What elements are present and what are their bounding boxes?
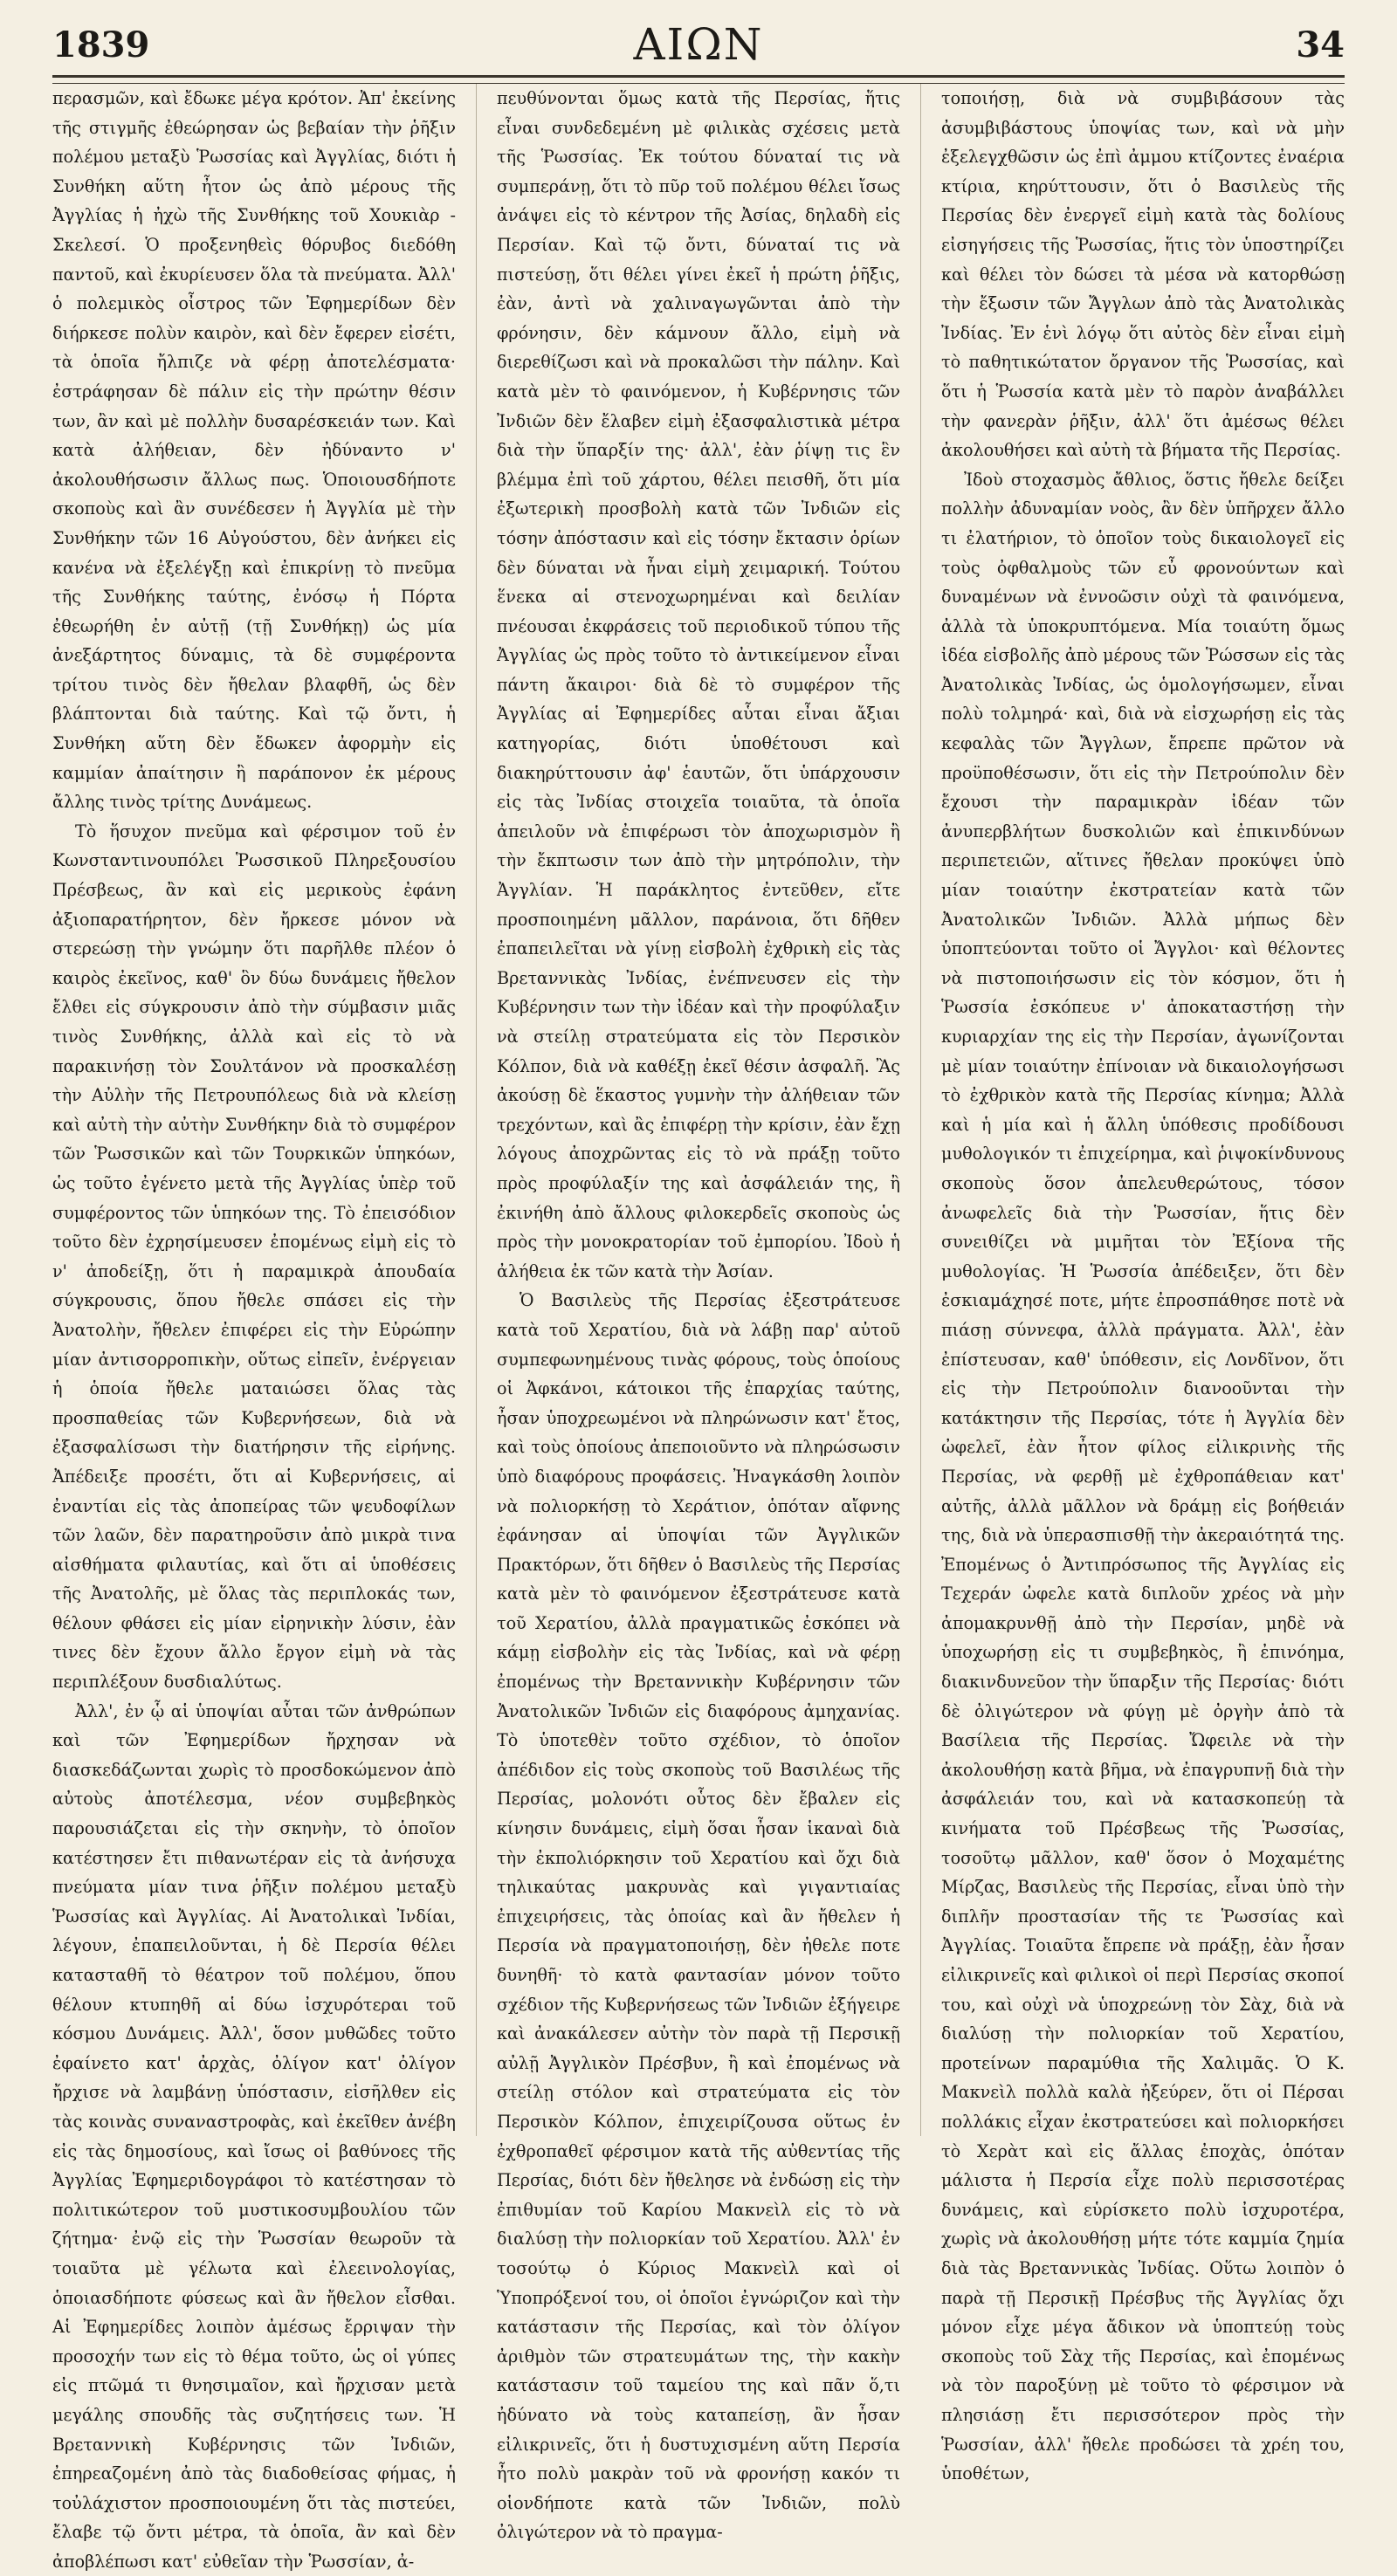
masthead-rule	[52, 75, 1345, 84]
column-left	[52, 84, 456, 2572]
column-middle	[497, 84, 900, 2543]
text-columns	[52, 84, 1345, 2572]
column-right	[941, 84, 1345, 2484]
column-divider	[476, 84, 477, 2136]
article-paragraph: Ἀλλ', ἐν ᾧ αἱ ὑποψίαι αὗται τῶν ἀνθρώπων καὶ τῶν Ἐφημερίδων ἤρχησαν νὰ διασκεδάζωνται χωρὶς τὸ προσδοκώμενον ἀπὸ αὐτοὺς ἀποτέλεσμα, νέον συμβεβηκὸς παρουσιάζεται εἰς τὴν σκηνὴν, τὸ ὁποῖον κατέστησεν ἔτι πιθανωτέραν εἰς τὰ ἀνήσυχα πνεύματα μίαν τινα ῥῆξιν πολέμου μεταξὺ Ῥωσσίας καὶ Ἀγγλίας. Αἱ Ἀνατολικαὶ Ἰνδίαι, λέγουν, ἐπαπειλοῦνται, ἡ δὲ Περσία θέλει κατασταθῆ τὸ θέατρον τοῦ πολέμου, ὅπου θέλουν κτυπηθῆ αἱ δύω ἰσχυρότεραι τοῦ κόσμου Δυνάμεις. Ἀλλ', ὅσον μυθῶδες τοῦτο ἐφαίνετο κατ' ἀρχὰς, ὀλίγον κατ' ὀλίγον ἤρχισε νὰ λαμβάνῃ ὑπόστασιν, εἰσῆλθεν εἰς τὰς κοινὰς συναναστροφὰς, καὶ ἐκεῖθεν ἀνέβη εἰς τὰς δημοσίους, καὶ ἴσως οἱ βαθύνοες τῆς Ἀγγλίας Ἐφημεριδογράφοι τὸ κατέστησαν τὸ πολιτικώτερον τοῦ μυστικοσυμβουλίου τῶν ζήτημα· ἐνῷ εἰς τὴν Ῥωσσίαν θεωροῦν τὰ τοιαῦτα μὲ γέλωτα καὶ ἐλεεινολογίας, ὁποιασδήποτε φύσεως καὶ ἂν ἤθελον εἶσθαι. Αἱ Ἐφημερίδες λοιπὸν ἀμέσως ἔρριψαν τὴν προσοχήν των εἰς τὸ θέμα τοῦτο, ὡς οἱ γύπες εἰς πτῶμά τι θνησιμαῖον, καὶ ἤρχισαν μετὰ μεγάλης σπουδῆς τὰς συζητήσεις των. Ἡ Βρεταννικὴ Κυβέρνησις τῶν Ἰνδιῶν, ἐπηρεαζομένη ἀπὸ τὰς διαδοθείσας φήμας, ἡ τοὐλάχιστον προσποιουμένη ὅτι τὰς πιστεύει, ἔλαβε τῷ ὄντι μέτρα, τὰ ὁποῖα, ἂν καὶ δὲν ἀποβλέπωσι κατ' εὐθεῖαν τὴν Ῥωσσίαν, ἀ-	[52, 1700, 456, 2572]
article-paragraph: Ὁ Βασιλεὺς τῆς Περσίας ἐξεστράτευσε κατὰ τοῦ Χερατίου, διὰ νὰ λάβῃ παρ' αὐτοῦ συμπεφωνημένους τινὰς φόρους, τοὺς ὁποίους οἱ Ἀφκάνοι, κάτοικοι τῆς ἐπαρχίας ταύτης, ἦσαν ὑποχρεωμένοι νὰ πληρώνωσιν κατ' ἔτος, καὶ τοὺς ὁποίους ἀπεποιοῦντο νὰ πληρώσωσιν ὑπὸ διαφόρους προφάσεις. Ἠναγκάσθη λοιπὸν νὰ πολιορκήσῃ τὸ Χεράτιον, ὁπόταν αἴφνης ἐφάνησαν αἱ ὑποψίαι τῶν Ἀγγλικῶν Πρακτόρων, ὅτι δῆθεν ὁ Βασιλεὺς τῆς Περσίας κατὰ μὲν τὸ φαινόμενον ἐξεστράτευσε κατὰ τοῦ Χερατίου, ἀλλὰ πραγματικῶς ἐσκόπει νὰ κάμῃ εἰσβολὴν εἰς τὰς Ἰνδίας, καὶ νὰ φέρῃ ἐπομένως τὴν Βρεταννικὴν Κυβέρνησιν τῶν Ἀνατολικῶν Ἰνδιῶν εἰς διαφόρους ἀμηχανίας. Τὸ ὑποτεθὲν τοῦτο σχέδιον, τὸ ὁποῖον ἀπέδιδον εἰς τοὺς σκοποὺς τοῦ Βασιλέως τῆς Περσίας, μολονότι οὗτος δὲν ἔβαλεν εἰς κίνησιν δυνάμεις, εἰμὴ ὅσαι ἦσαν ἱκαναὶ διὰ τὴν ἐκπολιόρκησιν τοῦ Χερατίου καὶ ὄχι διὰ τηλικαύτας μακρυνὰς καὶ γιγαντιαίας ἐπιχειρήσεις, τὰς ὁποίας καὶ ἂν ἤθελεν ἡ Περσία νὰ πραγματοποιήσῃ, δὲν ἠθελε ποτε δυνηθῆ· τὸ κατὰ φαντασίαν μόνον τοῦτο σχέδιον τῆς Κυβερνήσεως τῶν Ἰνδιῶν ἐξήγειρε καὶ ἀνακάλεσεν αὐτὴν τὸν παρὰ τῇ Περσικῇ αὐλῇ Ἀγγλικὸν Πρέσβυν, ἢ καὶ ἐπομένως νὰ στείλῃ στόλον καὶ στρατεύματα εἰς τὸν Περσικὸν Κόλπον, ἐπιχειρίζουσα οὕτως ἐν ἐχθροπαθεῖ φέρσιμον κατὰ τῆς αὐθεντίας τῆς Περσίας, διότι δὲν ἤθελησε νὰ ἐνδώσῃ εἰς τὴν ἐπιθυμίαν τοῦ Καρίου Μακνεὶλ εἰς τὸ νὰ διαλύσῃ τὴν πολιορκίαν τοῦ Χερατίου. Ἀλλ' ἐν τοσούτῳ ὁ Κύριος Μακνεὶλ καὶ οἱ Ὑποπρόξενοί του, οἱ ὁποῖοι ἐγνώριζον καὶ τὴν κατάστασιν τῆς Περσίας, καὶ τὸν ὀλίγον ἀριθμὸν τῶν στρατευμάτων της, τὴν κακὴν κατάστασιν τοῦ ταμείου της καὶ πᾶν ὅ,τι ἠδύνατο νὰ τοὺς καταπείσῃ, ἂν ἦσαν εἰλικρινεῖς, ὅτι ἡ δυστυχισμένη αὕτη Περσία ἦτο πολὺ μακρὰν τοῦ νὰ φρονήσῃ κακόν τι οἱονδήποτε κατὰ τῶν Ἰνδιῶν, πολὺ ὀλιγώτερον νὰ τὸ πραγμα-	[497, 1290, 900, 2543]
article-paragraph: Τὸ ἥσυχον πνεῦμα καὶ φέρσιμον τοῦ ἐν Κωνσταντινουπόλει Ῥωσσικοῦ Πληρεξουσίου Πρέσβεως, ἂν καὶ εἰς μερικοὺς ἐφάνη ἀξιοπαρατήρητον, δὲν ἤρκεσε μόνον νὰ στερεώσῃ τὴν γνώμην ὅτι παρῆλθε πλέον ὁ καιρὸς ἐκεῖνος, καθ' ὃν δύω δυνάμεις ἤθελον ἔλθει εἰς σύγκρουσιν ἀπὸ τὴν σύμβασιν μιᾶς τινὸς Συνθήκης, ἀλλὰ καὶ εἰς τὸ νὰ παρακινήσῃ τὸν Σουλτάνον νὰ προσκαλέσῃ τὴν Αὐλὴν τῆς Πετρουπόλεως διὰ νὰ κλείσῃ καὶ αὐτὴ τὴν αὐτὴν Συνθήκην διὰ τὸ συμφέρον τῶν Ῥωσσικῶν καὶ τῶν Τουρκικῶν ὑπηκόων, ὡς τοῦτο ἐγένετο μετὰ τῆς Ἀγγλίας ὑπὲρ τοῦ συμφέροντος τῶν ὑπηκόων της. Τὸ ἐπεισόδιον τοῦτο δὲν ἐχρησίμευσεν ἐπομένως εἰμὴ εἰς τὸ ν' ἀποδείξῃ, ὅτι ἡ παραμικρὰ ἀπουδαία σύγκρουσις, ὅπου ἤθελε σπάσει εἰς τὴν Ἀνατολὴν, ἤθελεν ἐπιφέρει εἰς τὴν Εὐρώπην μίαν ἀντισορροπικὴν, οὕτως εἰπεῖν, ἐνέργειαν ἡ ὁποία ἤθελε ματαιώσει ὅλας τὰς προσπαθείας τῶν Κυβερνήσεων, διὰ νὰ ἐξασφαλίσωσι τὴν διατήρησιν τῆς εἰρήνης. Ἀπέδειξε προσέτι, ὅτι αἱ Κυβερνήσεις, αἱ ἐναντίαι εἰς τὰς ἀποπείρας τῶν ψευδοφίλων τῶν λαῶν, δὲν παρατηροῦσιν ἀπὸ μικρὰ τινα αἰσθήματα φιλαυτίας, καὶ ὅτι αἱ ὑποθέσεις τῆς Ἀνατολῆς, μὲ ὅλας τὰς περιπλοκάς των, θέλουν φθάσει εἰς μίαν εἰρηνικὴν λύσιν, ἐὰν τινες δὲν ἔχουν ἄλλο ἔργον εἰμὴ νὰ τὰς περιπλέξουν δυσδιαλύτως.	[52, 821, 456, 1693]
article-paragraph: πευθύνονται ὅμως κατὰ τῆς Περσίας, ἥτις εἶναι συνδεδεμένη μὲ φιλικὰς σχέσεις μετὰ τῆς Ῥωσσίας. Ἐκ τούτου δύναταί τις νὰ συμπεράνῃ, ὅτι τὸ πῦρ τοῦ πολέμου θέλει ἴσως ἀνάψει εἰς τὸ κέντρον τῆς Ἀσίας, δηλαδὴ εἰς Περσίαν. Καὶ τῷ ὄντι, δύναταί τις νὰ πιστεύσῃ, ὅτι θέλει γίνει ἐκεῖ ἡ πρώτη ῥῆξις, ἐὰν, ἀντὶ νὰ χαλιναγωγῶνται ἀπὸ τὴν φρόνησιν, δὲν κάμνουν ἄλλο, εἰμὴ νὰ διερεθίζωσι καὶ νὰ προκαλῶσι τὴν πάλην. Καὶ κατὰ μὲν τὸ φαινόμενον, ἡ Κυβέρνησις τῶν Ἰνδιῶν δὲν ἔλαβεν εἰμὴ ἐξασφαλιστικὰ μέτρα διὰ τὴν ὕπαρξίν της· ἀλλ', ἐὰν ῥίψῃ τις ἓν βλέμμα ἐπὶ τοῦ χάρτου, θέλει πεισθῆ, ὅτι μία ἐξωτερικὴ προσβολὴ κατὰ τῶν Ἰνδιῶν εἰς τόσην ἀπόστασιν καὶ εἰς τόσην ἔκτασιν ὁρίων δὲν δύναται νὰ ἦναι εἰμὴ χειμαρική. Τούτου ἕνεκα αἱ στενοχωρημέναι καὶ δειλίαν πνέουσαι ἐκφράσεις τοῦ περιοδικοῦ τύπου τῆς Ἀγγλίας ὡς πρὸς τοῦτο τὸ ἀντικείμενον εἶναι πάντη ἄκαιροι· διὰ δὲ τὸ συμφέρον τῆς Ἀγγλίας αἱ Ἐφημερίδες αὗται εἶναι ἄξιαι κατηγορίας, διότι ὑποθέτουσι καὶ διακηρύττουσιν ἀφ' ἑαυτῶν, ὅτι ὑπάρχουσιν εἰς τὰς Ἰνδίας στοιχεῖα τοιαῦτα, τὰ ὁποῖα ἀπειλοῦν νὰ ἐπιφέρωσι τὸν ἀποχωρισμὸν ἢ τὴν ἔκπτωσιν των ἀπὸ τὴν μητρόπολιν, τὴν Ἀγγλίαν. Ἡ παράκλητος ἐντεῦθεν, εἴτε προσποιημένη μᾶλλον, παράνοια, ὅτι δῆθεν ἐπαπειλεῖται νὰ γίνῃ εἰσβολὴ ἐχθρικὴ εἰς τὰς Βρεταννικὰς Ἰνδίας, ἐνέπνευσεν εἰς τὴν Κυβέρνησιν των τὴν ἰδέαν καὶ τὴν προφύλαξιν νὰ στείλῃ στρατεύματα εἰς τὸν Περσικὸν Κόλπον, διὰ νὰ καθέξῃ ἐκεῖ θέσιν ἀσφαλῆ. Ἂς ἀκούσῃ δὲ ἕκαστος γυμνὴν τὴν ἀλήθειαν τῶν τρεχόντων, καὶ ἂς ἐπιφέρῃ τὴν κρίσιν, ἐὰν ἔχῃ λόγους ἀποχρῶντας εἰς τὸ νὰ πράξῃ τοῦτο πρὸς προφύλαξίν της καὶ ἀσφάλειάν της, ἢ ἐκινήθη ἀπὸ ἄλλους φιλοκερδεῖς σκοποὺς ὡς πρὸς τὴν μονοκρατορίαν τοῦ ἐμπορίου. Ἰδοὺ ἡ ἀλήθεια ἐκ τῶν κατὰ τὴν Ἀσίαν.	[497, 88, 900, 1281]
issue-year: 1839	[52, 24, 150, 65]
page-number: 34	[1296, 24, 1345, 65]
newspaper-title: ΑΙΩΝ	[633, 19, 764, 70]
article-paragraph: Ἰδοὺ στοχασμὸς ἄθλιος, ὅστις ἤθελε δείξει πολλὴν ἀδυναμίαν νοὸς, ἂν δὲν ὑπῆρχεν ἄλλο τι ἐλατήριον, τὸ ὁποῖον τοὺς δικαιολογεῖ εἰς τοὺς ὀφθαλμοὺς τῶν εὖ φρονούντων καὶ δυναμένων νὰ ἐννοῶσιν οὐχὶ τὰ φαινόμενα, ἀλλὰ τὰ ὑποκρυπτόμενα. Μία τοιαύτη ὅμως ἰδέα εἰσβολῆς ἀπὸ μέρους τῶν Ῥώσσων εἰς τὰς Ἀνατολικὰς Ἰνδίας, ὡς ὁμολογήσωμεν, εἶναι πολὺ τολμηρά· καὶ, διὰ νὰ εἰσχωρήσῃ εἰς τὰς κεφαλὰς τῶν Ἄγγλων, ἔπρεπε πρῶτον νὰ προϋποθέσωσιν, ὅτι εἰς τὴν Πετρούπολιν δὲν ἔχουσι τὴν παραμικρὰν ἰδέαν τῶν ἀνυπερβλήτων δυσκολιῶν καὶ ἐπικινδύνων περιπετειῶν, αἵτινες ἤθελαν προκύψει ὑπὸ μίαν τοιαύτην ἐκστρατείαν κατὰ τῶν Ἀνατολικῶν Ἰνδιῶν. Ἀλλὰ μήπως δὲν ὑποπτεύονται τοῦτο οἱ Ἄγγλοι· καὶ θέλοντες νὰ πιστοποιήσωσιν εἰς τὸν κόσμον, ὅτι ἡ Ῥωσσία ἐσκόπευε ν' ἀποκαταστήσῃ τὴν κυριαρχίαν της εἰς τὴν Περσίαν, ἀγωνίζονται μὲ μίαν τοιαύτην ἐπίνοιαν νὰ δικαιολογήσωσι τὸ ἐχθρικὸν κατὰ τῆς Περσίας κίνημα; Ἀλλὰ καὶ ἡ μία καὶ ἡ ἄλλη ὑπόθεσις προδίδουσι μυθολογικόν τι ἐπιχείρημα, καὶ ῥιψοκίνδυνους σκοποὺς ὅσον ἀπελευθερώτους, τόσον ἀνωφελεῖς διὰ τὴν Ῥωσσίαν, ἥτις δὲν συνειθίζει νὰ μιμῆται τὸν Ἐξίονα τῆς μυθολογίας. Ἡ Ῥωσσία ἀπέδειξεν, ὅτι δὲν ἐσκιαμάχησέ ποτε, μήτε ἐπροσπάθησε ποτὲ νὰ πιάσῃ σύννεφα, ἀλλὰ πράγματα. Ἀλλ', ἐὰν ἐπίστευσαν, καθ' ὑπόθεσιν, εἰς Λονδῖνον, ὅτι εἰς τὴν Πετρούπολιν διανοοῦνται τὴν κατάκτησιν τῆς Περσίας, τότε ἡ Ἀγγλία δὲν ὠφελεῖ, ἐὰν ἦτον φίλος εἰλικρινὴς τῆς Περσίας, νὰ φερθῇ μὲ ἐχθροπάθειαν κατ' αὐτῆς, ἀλλὰ μᾶλλον νὰ δράμῃ εἰς βοήθειάν της, διὰ νὰ ὑπερασπισθῇ τὴν ἀκεραιότητά της. Ἐπομένως ὁ Ἀντιπρόσωπος τῆς Ἀγγλίας εἰς Τεχεράν ὠφελε κατὰ διπλοῦν χρέος νὰ μὴν ἀπομακρυνθῇ ἀπὸ τὴν Περσίαν, μηδὲ νὰ ὑποχωρήσῃ εἰς τι συμβεβηκὸς, ἢ ἐπινόημα, διακινδυνεῦον τὴν ὕπαρξιν τῆς Περσίας· διότι δὲ ὀλιγώτερον νὰ φύγῃ μὲ ὀργὴν ἀπὸ τὰ Βασίλεια τῆς Περσίας. Ὤφειλε νὰ τὴν ἀκολουθήσῃ κατὰ βῆμα, νὰ ἐπαγρυπνῇ διὰ τὴν ἀσφάλειάν του, καὶ νὰ κατασκοπεύῃ τὰ κινήματα τοῦ Πρέσβεως τῆς Ῥωσσίας, τοσοῦτῳ μᾶλλον, καθ' ὅσον ὁ Μοχαμέτης Μίρζας, Βασιλεὺς τῆς Περσίας, εἶναι ὑπὸ τὴν διπλῆν προστασίαν τῆς τε Ῥωσσίας καὶ Ἀγγλίας. Τοιαῦτα ἔπρεπε νὰ πράξῃ, ἐὰν ἦσαν εἰλικρινεῖς καὶ φιλικοὶ οἱ περὶ Περσίας σκοποί του, καὶ οὐχὶ νὰ ὑποχρεώνῃ τὸν Σὰχ, διὰ νὰ διαλύσῃ τὴν πολιορκίαν τοῦ Χερατίου, προτείνων παραμύθια τῆς Χαλιμᾶς. Ὁ Κ. Μακνεὶλ πολλὰ καλὰ ἠξεύρεν, ὅτι οἱ Πέρσαι πολλάκις εἶχαν ἐκστρατεύσει καὶ πολιορκήσει τὸ Χερὰτ καὶ εἰς ἄλλας ἐποχὰς, ὁπόταν μάλιστα ἡ Περσία εἶχε πολὺ περισσοτέρας δυνάμεις, καὶ εὑρίσκετο πολὺ ἰσχυροτέρα, χωρὶς νὰ ἀκολουθήσῃ μήτε τότε καμμία ζημία διὰ τὰς Βρεταννικὰς Ἰνδίας. Οὕτω λοιπὸν ὁ παρὰ τῇ Περσικῇ Πρέσβυς τῆς Ἀγγλίας ὄχι μόνον εἶχε μέγα ἄδικον νὰ ὑποπτεύῃ τοὺς σκοποὺς τοῦ Σὰχ τῆς Περσίας, καὶ ἐπομένως νὰ τὸν παροξύνῃ μὲ τοῦτο τὸ φέρσιμον νὰ πλησιάσῃ ἔτι περισσότερον πρὸς τὴν Ῥωσσίαν, ἀλλ' ἤθελε προδώσει τὰ χρέη του, ὑποθέτων,	[941, 469, 1345, 2484]
masthead	[52, 19, 1345, 72]
column-divider	[920, 84, 921, 2136]
article-paragraph: τοποιήσῃ, διὰ νὰ συμβιβάσουν τὰς ἀσυμβιβάστους ὑποψίας των, καὶ νὰ μὴν ἐξελεγχθῶσιν ὡς ἐπὶ ἀμμου κτίζοντες ἐναέρια κτίρια, κηρύττουσιν, ὅτι ὁ Βασιλεὺς τῆς Περσίας δὲν ἐνεργεῖ εἰμὴ κατὰ τὰς δολίους εἰσηγήσεις τῆς Ῥωσσίας, ἥτις τὸν ὑποστηρίζει καὶ θέλει τὸν δώσει τὰ μέσα νὰ κατορθώσῃ τὴν ἔξωσιν τῶν Ἄγγλων ἀπὸ τὰς Ἀνατολικὰς Ἰνδίας. Ἐν ἑνὶ λόγῳ ὅτι αὐτὸς δὲν εἶναι εἰμὴ τὸ παθητικώτατον ὄργανον τῆς Ῥωσσίας, καὶ ὅτι ἡ Ῥωσσία κατὰ μὲν τὸ παρὸν ἀναβάλλει τὴν φανερὰν ῥῆξιν, ἀλλ' ὅτι ἀμέσως θέλει ἀκολουθήσει καὶ αὐτὴ τὰ βήματα τῆς Περσίας.	[941, 88, 1345, 461]
article-paragraph: περασμῶν, καὶ ἔδωκε μέγα κρότον. Ἀπ' ἐκείνης τῆς στιγμῆς ἐθεώρησαν ὡς βεβαίαν τὴν ῥῆξιν πολέμου μεταξὺ Ῥωσσίας καὶ Ἀγγλίας, διότι ἡ Συνθήκη αὕτη ἦτον ὡς ἀπὸ μέρους τῆς Ἀγγλίας ἡ ἠχὼ τῆς Συνθήκης τοῦ Χουκιὰρ - Σκελεσί. Ὁ προξενηθεὶς θόρυβος διεδόθη παντοῦ, καὶ ἐκυρίευσεν ὅλα τὰ πνεύματα. Ἀλλ' ὁ πολεμικὸς οἶστρος τῶν Ἐφημερίδων δὲν διήρκεσε πολὺν καιρὸν, καὶ δὲν ἔφερεν εἰσέτι, τὰ ὁποῖα ἤλπιζε νὰ φέρῃ ἀποτελέσματα· ἐστράφησαν δὲ πάλιν εἰς τὴν πρώτην θέσιν των, ἂν καὶ μὲ πολλὴν δυσαρέσκειάν των. Καὶ κατὰ ἀλήθειαν, δὲν ἠδύναντο ν' ἀκολουθήσωσιν ἄλλως πως. Ὁποιουσδήποτε σκοποὺς καὶ ἂν συνέδεσεν ἡ Ἀγγλία μὲ τὴν Συνθήκην τῶν 16 Αὐγούστου, δὲν ἀνήκει εἰς κανένα νὰ ἐξελέγξῃ καὶ ἐπικρίνῃ τὸ πνεῦμα τῆς Συνθήκης ταύτης, ἐνόσῳ ἡ Πόρτα ἐθεωρήθη ἐν αὐτῇ (τῇ Συνθήκῃ) ὡς μία ἀνεξάρτητος δύναμις, τὰ δὲ συμφέροντα τρίτου τινὸς δὲν ἤθελαν βλαφθῆ, ὡς δὲν βλάπτονται διὰ ταύτης. Καὶ τῷ ὄντι, ἡ Συνθήκη αὕτη δὲν ἔδωκεν ἀφορμὴν εἰς καμμίαν ἀπαίτησιν ἢ παράπονον ἐκ μέρους ἄλλης τινὸς τρίτης Δυνάμεως.	[52, 88, 456, 813]
